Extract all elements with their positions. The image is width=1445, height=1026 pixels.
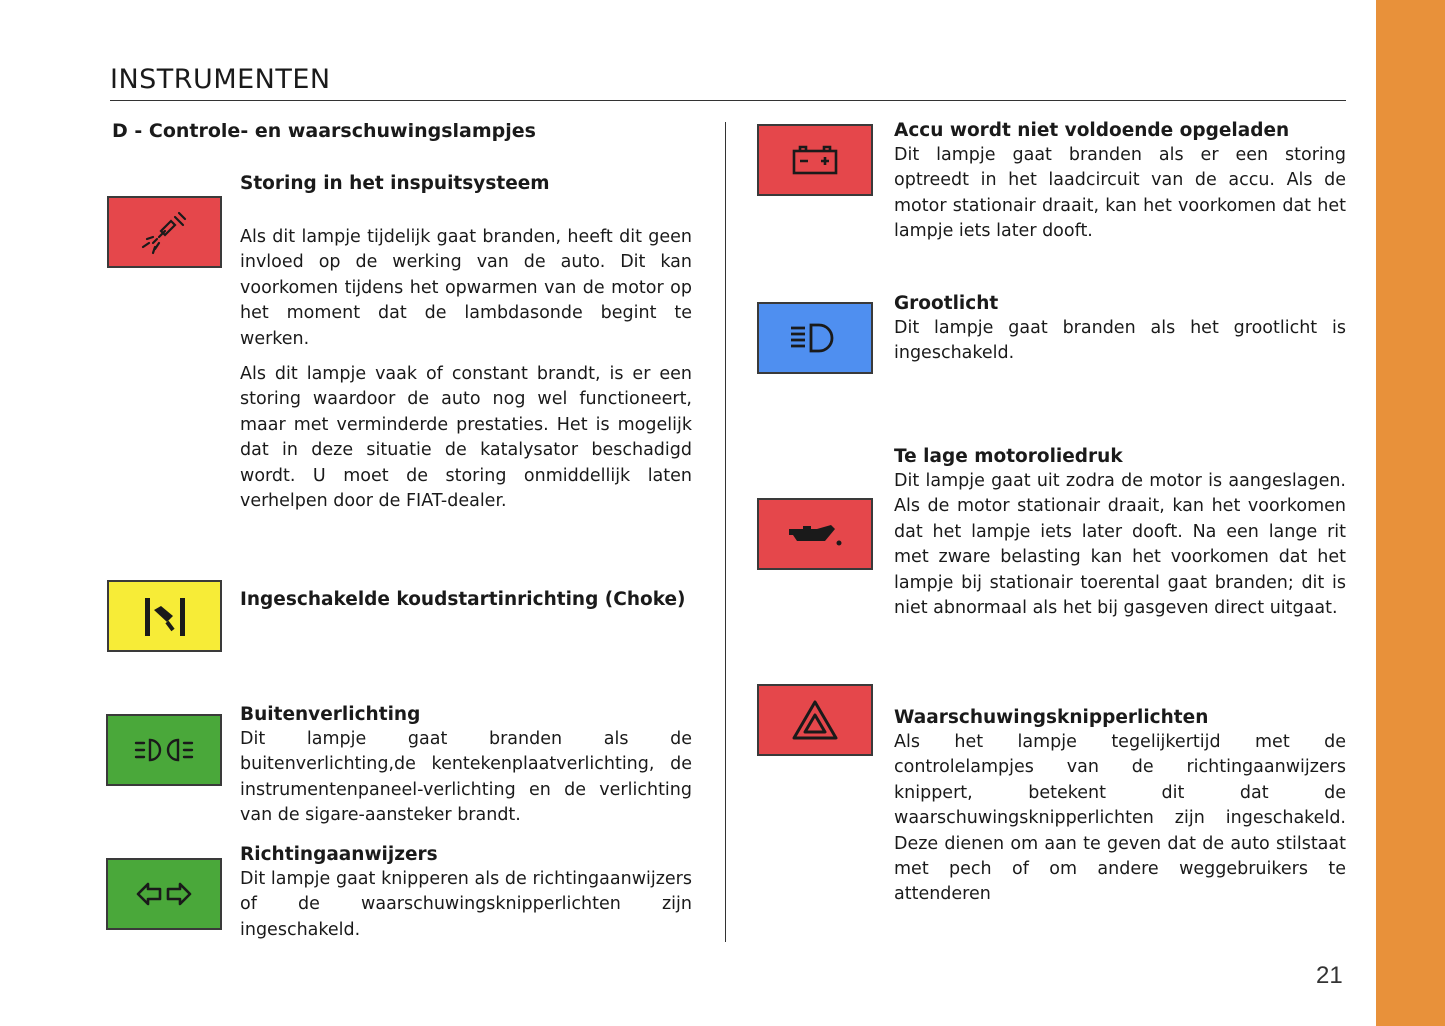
page-number: 21 bbox=[1316, 962, 1343, 989]
battery-section bbox=[894, 119, 1346, 245]
choke-lamp bbox=[107, 580, 222, 652]
hazard-triangle-icon bbox=[790, 698, 840, 742]
indicators-text: Dit lampje gaat knipperen als de richtingaanwijzers of de waarschuwingsknipperlichten zijn ingeschakeld. bbox=[240, 869, 692, 940]
hazard-lamp bbox=[757, 684, 873, 756]
oil-can-icon bbox=[785, 519, 845, 549]
high-beam-title: Grootlicht bbox=[894, 293, 999, 314]
high-beam-text: Dit lampje gaat branden als het grootlicht is ingeschakeld. bbox=[894, 318, 1346, 364]
high-beam-icon bbox=[787, 320, 843, 356]
exterior-lights-text: Dit lampje gaat branden als de buitenverlichting,de kentekenplaatverlichting, de instrumentenpaneel-verlichting en de verlichting van de sigare-aansteker brandt. bbox=[240, 729, 692, 826]
hazard-section bbox=[894, 706, 1346, 908]
injection-paragraph-2: Als dit lampje vaak of constant brandt, is er een storing waardoor de auto nog wel functioneert, maar met verminderde prestaties. Het is mogelijk dat in deze situatie de katalysator beschadigd wordt. U moet de storing onmiddellijk laten verhelpen door de FIAT-dealer. bbox=[240, 364, 692, 512]
exterior-lights-title: Buitenverlichting bbox=[240, 704, 421, 725]
high-beam-lamp bbox=[757, 302, 873, 374]
injection-paragraph-1: Als dit lampje tijdelijk gaat branden, heeft dit geen invloed op de werking van de auto. Dit kan voorkomen tijdens het opwarmen van de motor op het moment dat de lambdasonde begint te werken. bbox=[240, 227, 692, 349]
injection-section bbox=[240, 172, 692, 514]
header-rule bbox=[110, 100, 1346, 101]
turn-signal-arrows-icon bbox=[134, 879, 194, 909]
oil-pressure-section bbox=[894, 445, 1346, 621]
choke-section bbox=[240, 588, 700, 612]
injection-lamp bbox=[107, 196, 222, 268]
oil-pressure-title: Te lage motoroliedruk bbox=[894, 446, 1123, 467]
page-title: INSTRUMENTEN bbox=[110, 64, 331, 95]
hazard-title: Waarschuwingsknipperlichten bbox=[894, 707, 1209, 728]
column-divider bbox=[725, 122, 726, 942]
parking-lights-icon bbox=[132, 734, 196, 766]
choke-title: Ingeschakelde koudstartinrichting (Choke) bbox=[240, 589, 686, 610]
battery-text: Dit lampje gaat branden als er een storing optreedt in het laadcircuit van de accu. Als de motor stationair draait, kan het voorkomen dat het lampje iets later dooft. bbox=[894, 145, 1346, 242]
battery-icon bbox=[790, 143, 840, 177]
exterior-lights-lamp bbox=[106, 714, 222, 786]
indicators-title: Richtingaanwijzers bbox=[240, 844, 438, 865]
section-title: D - Controle- en waarschuwingslampjes bbox=[112, 120, 536, 142]
choke-icon bbox=[137, 592, 193, 640]
exterior-lights-section bbox=[240, 703, 692, 829]
high-beam-section bbox=[894, 292, 1346, 367]
hazard-text: Als het lampje tegelijkertijd met de controlelampjes van de richtingaanwijzers knippert, betekent dit dat de waarschuwingsknipperlichten zijn ingeschakeld. Deze dienen om aan te geven dat de auto stilstaat met pech of om andere weggebruikers te attenderen bbox=[894, 732, 1346, 905]
battery-title: Accu wordt niet voldoende opgeladen bbox=[894, 120, 1290, 141]
indicators-section bbox=[240, 843, 692, 943]
injection-title: Storing in het inspuitsysteem bbox=[240, 173, 550, 194]
oil-pressure-lamp bbox=[757, 498, 873, 570]
orange-side-tab bbox=[1376, 0, 1445, 1026]
indicators-lamp bbox=[106, 858, 222, 930]
oil-pressure-text: Dit lampje gaat uit zodra de motor is aangeslagen. Als de motor stationair draait, kan het voorkomen dat het lampje iets later dooft. Na een lange rit met zware belasting kan het voorkomen dat het lampje bij stationair toerental gaat branden; dit is niet abnormaal als het bij gasgeven direct uitgaat. bbox=[894, 471, 1346, 619]
battery-lamp bbox=[757, 124, 873, 196]
injector-icon bbox=[135, 207, 195, 257]
